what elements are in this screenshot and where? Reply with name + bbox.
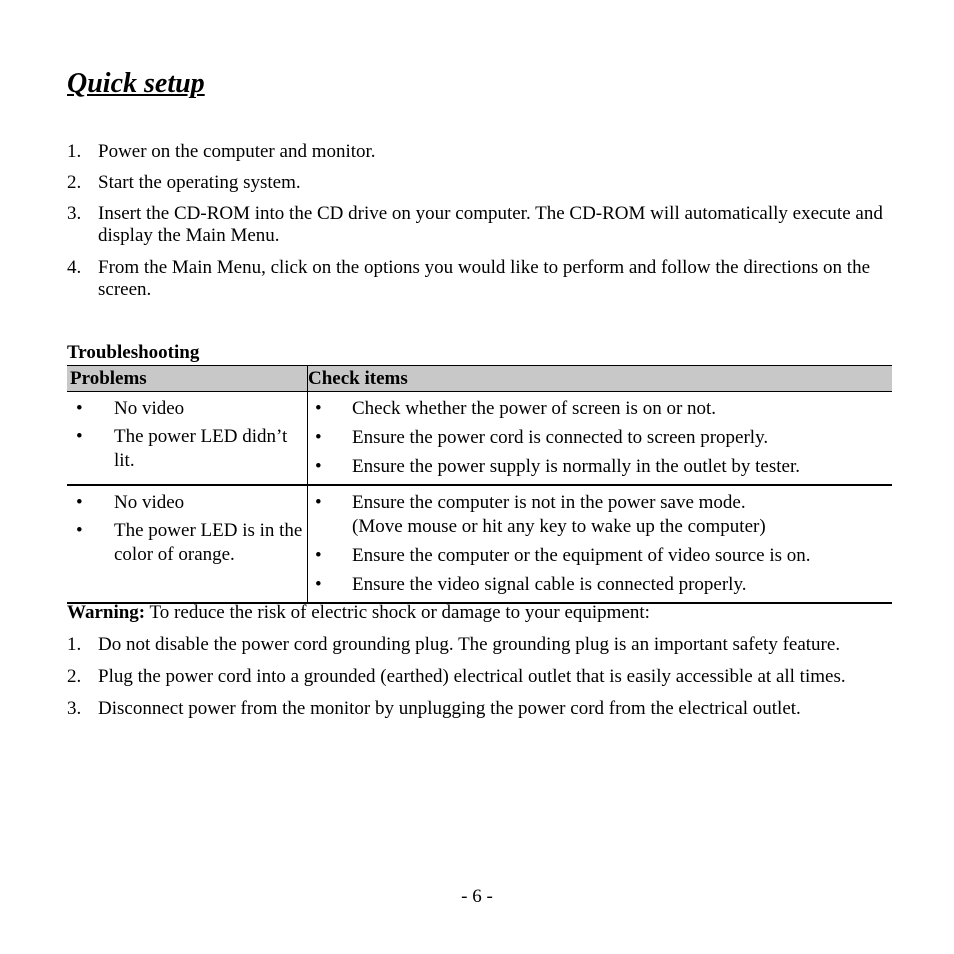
- bullet: •: [76, 426, 83, 447]
- table-row: [67, 392, 892, 486]
- warning-steps-list: [67, 634, 897, 720]
- list-item: [67, 634, 897, 656]
- page-title: Quick setup: [67, 68, 205, 99]
- list-number: 3.: [67, 203, 82, 224]
- bullet: •: [315, 427, 322, 448]
- list-text: Insert the CD-ROM into the CD drive on your computer. The CD-ROM will automatically execute and display the Main Menu.: [98, 203, 883, 246]
- check-text: Ensure the video signal cable is connected properly.: [352, 574, 747, 595]
- bullet: •: [315, 398, 322, 419]
- warning-label: Warning:: [67, 602, 146, 623]
- list-item: [67, 141, 897, 163]
- page-number: - 6 -: [461, 886, 493, 907]
- problems-cell: [67, 392, 308, 486]
- list-item: [67, 203, 897, 247]
- list-number: 2.: [67, 666, 82, 687]
- list-text: Do not disable the power cord grounding plug. The grounding plug is an important safety feature.: [98, 634, 841, 655]
- column-header-check-items: Check items: [308, 366, 893, 392]
- list-item: [67, 397, 307, 421]
- list-item: [67, 698, 897, 720]
- bullet: •: [76, 520, 83, 541]
- bullet: •: [76, 398, 83, 419]
- check-items-cell: [308, 392, 893, 486]
- list-number: 3.: [67, 698, 82, 719]
- list-item: [67, 666, 897, 688]
- list-item: [67, 172, 897, 194]
- check-note-text: (Move mouse or hit any key to wake up the computer): [352, 516, 766, 537]
- check-text: Ensure the computer or the equipment of video source is on.: [352, 545, 811, 566]
- list-item: [308, 455, 892, 479]
- list-item: [308, 397, 892, 421]
- table-header-row: [67, 366, 892, 392]
- list-number: 1.: [67, 634, 82, 655]
- list-item: [308, 426, 892, 450]
- troubleshooting-table: [67, 365, 892, 604]
- list-item: [308, 573, 892, 597]
- list-item: [308, 544, 892, 568]
- list-number: 2.: [67, 172, 82, 193]
- list-number: 4.: [67, 257, 82, 278]
- setup-steps-list: [67, 141, 897, 301]
- list-item: [67, 425, 307, 473]
- bullet: •: [315, 456, 322, 477]
- list-item: [67, 257, 897, 301]
- troubleshooting-heading: Troubleshooting: [67, 342, 200, 363]
- check-items-cell: [308, 485, 893, 603]
- bullet: •: [315, 545, 322, 566]
- list-item: [67, 491, 307, 515]
- problem-text: The power LED didn’t lit.: [114, 426, 288, 471]
- check-text: Ensure the computer is not in the power save mode.: [352, 492, 746, 513]
- list-text: Start the operating system.: [98, 172, 301, 193]
- list-text: Power on the computer and monitor.: [98, 141, 376, 162]
- list-item: [67, 519, 307, 567]
- problem-text: No video: [114, 398, 185, 419]
- list-item: [308, 491, 892, 515]
- check-text: Ensure the power cord is connected to screen properly.: [352, 427, 769, 448]
- problems-cell: [67, 485, 308, 603]
- check-text: Check whether the power of screen is on or not.: [352, 398, 717, 419]
- warning-text: To reduce the risk of electric shock or damage to your equipment:: [145, 602, 650, 623]
- bullet: •: [315, 492, 322, 513]
- list-number: 1.: [67, 141, 82, 162]
- list-text: Disconnect power from the monitor by unplugging the power cord from the electrical outlet.: [98, 698, 801, 719]
- list-text: Plug the power cord into a grounded (earthed) electrical outlet that is easily accessible at all times.: [98, 666, 846, 687]
- column-header-problems: Problems: [67, 366, 308, 392]
- bullet: •: [315, 574, 322, 595]
- check-text: Ensure the power supply is normally in the outlet by tester.: [352, 456, 801, 477]
- problem-text: No video: [114, 492, 185, 513]
- list-item: [308, 515, 892, 539]
- list-text: From the Main Menu, click on the options you would like to perform and follow the directions on the screen.: [98, 257, 871, 300]
- bullet: •: [76, 492, 83, 513]
- warning-paragraph: [67, 602, 650, 624]
- problem-text: The power LED is in the color of orange.: [114, 520, 303, 565]
- table-row: [67, 485, 892, 603]
